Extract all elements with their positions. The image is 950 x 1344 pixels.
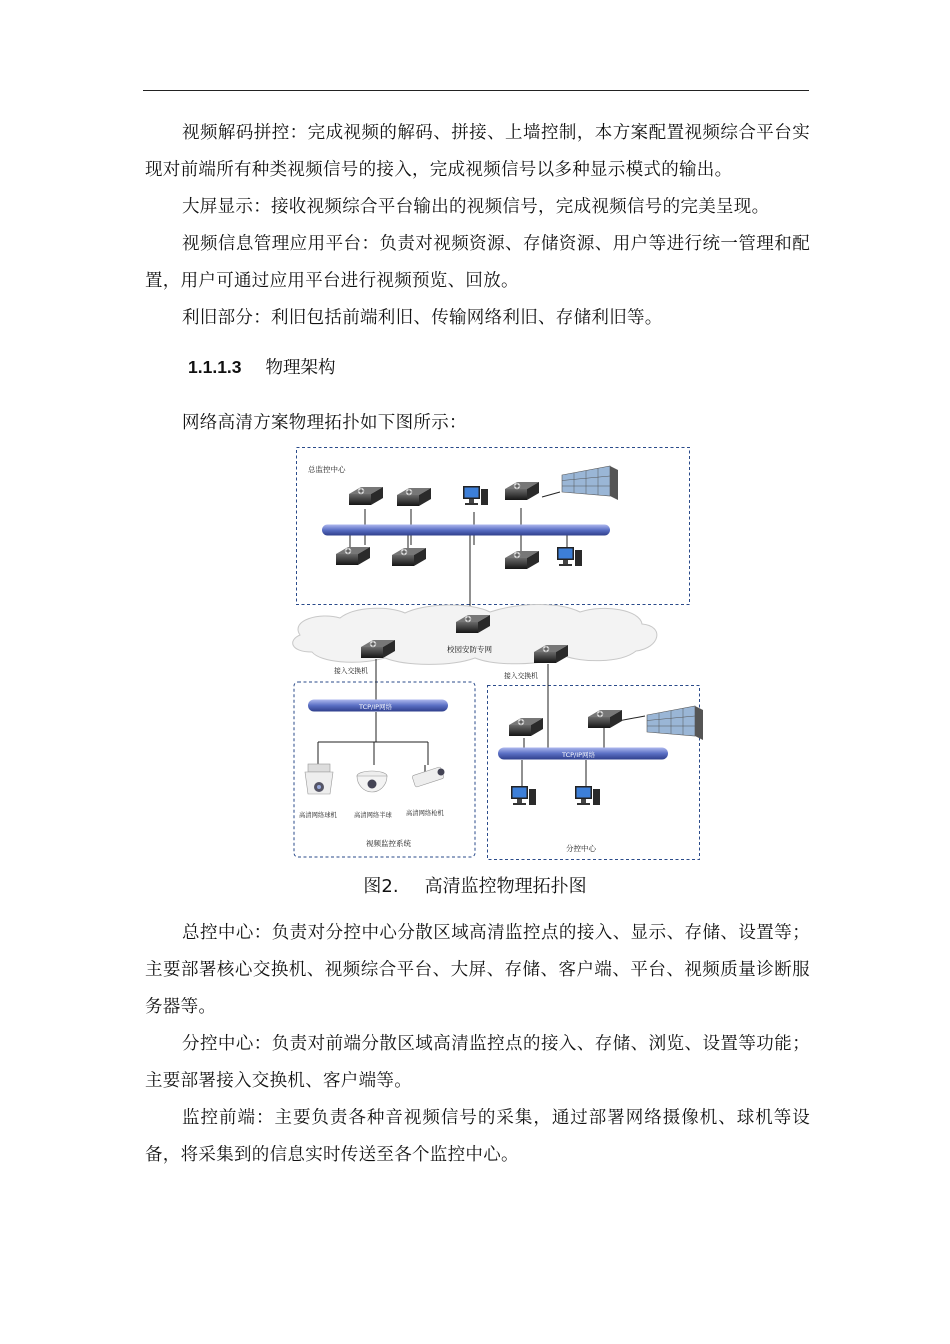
server-device-icon xyxy=(392,548,426,566)
core-network-bus xyxy=(322,525,610,536)
campus-network-cloud xyxy=(293,605,657,665)
paragraph-video-decode: 视频解码拼控：完成视频的解码、拼接、上墙控制，本方案配置视频综合平台实现对前端所有种类视频信号的接入，完成视频信号以多种显示模式的输出。 xyxy=(145,123,810,180)
gun-camera-icon xyxy=(412,765,445,787)
dome-camera-icon xyxy=(305,764,333,794)
storage-device-icon xyxy=(336,547,370,565)
core-device-icon xyxy=(349,487,383,505)
label-main-center: 总监控中心 xyxy=(308,465,346,474)
sub-storage-device-icon xyxy=(509,718,543,736)
core-device-icon xyxy=(397,488,431,506)
caption-number: 图2. xyxy=(363,876,399,897)
label-cam-half: 高清网络半球 xyxy=(354,812,392,819)
server-device-icon xyxy=(505,551,539,569)
paragraph-intro: 网络高清方案物理拓扑如下图所示： xyxy=(182,413,467,433)
paragraph-platform: 视频信息管理应用平台：负责对视频资源、存储资源、用户等进行统一管理和配置，用户可通过应用平台进行视频预览、回放。 xyxy=(145,234,810,291)
paragraph-big-screen: 大屏显示：接收视频综合平台输出的视频信号，完成视频信号的完美呈现。 xyxy=(182,197,770,217)
figure-caption xyxy=(0,872,950,898)
client-pc-icon xyxy=(463,486,488,505)
label-campus-net: 校园安防专网 xyxy=(447,645,492,654)
paragraph-main-center: 总控中心：负责对分控中心分散区域高清监控点的接入、显示、存储、设置等；主要部署核心交换机、视频综合平台、大屏、存储、客户端、平台、视频质量诊断服务器等。 xyxy=(145,923,810,1017)
label-sub-center: 分控中心 xyxy=(566,844,596,853)
paragraph-front-end: 监控前端：主要负责各种音视频信号的采集，通过部署网络摄像机、球机等设备，将采集到的信息实时传送至各个监控中心。 xyxy=(145,1108,810,1165)
label-cam-dome: 高清网络球机 xyxy=(299,812,337,819)
label-tcp-ip-left: TCP/IP网络 xyxy=(359,703,393,711)
label-cam-gun: 高清网络枪机 xyxy=(406,810,444,817)
sub-video-wall-icon xyxy=(647,706,703,740)
paragraph-reuse: 利旧部分：利旧包括前端利旧、传输网络利旧、存储利旧等。 xyxy=(182,308,663,328)
half-dome-camera-icon xyxy=(357,771,387,792)
video-wall-icon xyxy=(562,466,618,500)
section-number: 1.1.1.3 xyxy=(188,357,242,377)
core-switch-icon xyxy=(505,482,539,500)
label-access-switch-left: 接入交换机 xyxy=(334,667,368,675)
client-pc-icon xyxy=(557,547,582,566)
sub-client-pc-icon xyxy=(575,786,600,805)
caption-title: 高清监控物理拓扑图 xyxy=(424,876,587,897)
paragraph-sub-center: 分控中心：负责对前端分散区域高清监控点的接入、存储、浏览、设置等功能；主要部署接入交换机、客户端等。 xyxy=(145,1034,810,1091)
label-access-switch-right: 接入交换机 xyxy=(504,672,538,680)
label-video-system: 视频监控系统 xyxy=(366,839,411,848)
sub-client-pc-icon xyxy=(511,786,536,805)
section-title: 物理架构 xyxy=(265,358,336,378)
label-tcp-ip-right: TCP/IP网络 xyxy=(562,751,596,759)
sub-decoder-device-icon xyxy=(588,710,622,728)
